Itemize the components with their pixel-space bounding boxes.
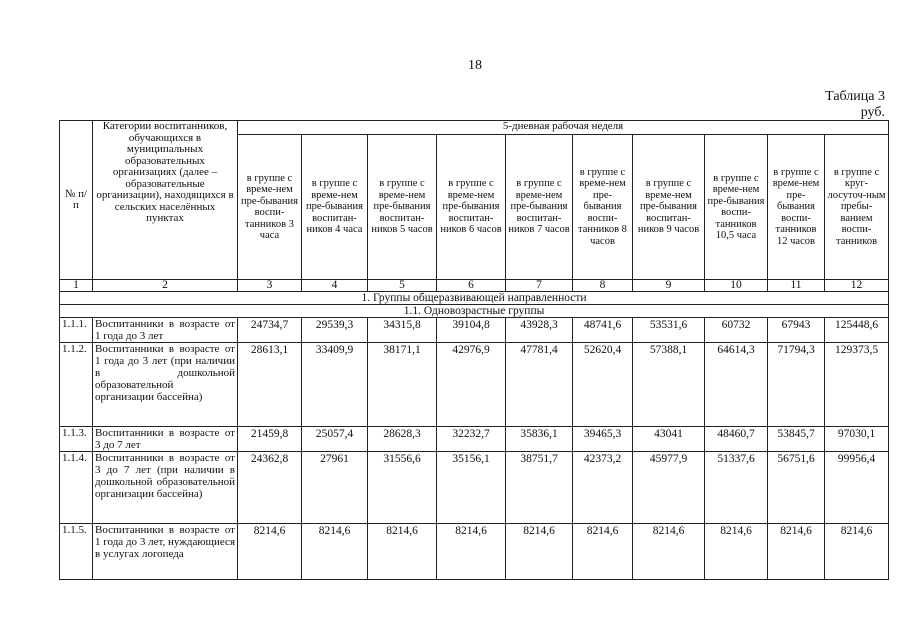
row-value: 8214,6	[368, 524, 437, 580]
row-value: 35156,1	[437, 452, 506, 524]
row-value: 47781,4	[506, 343, 573, 427]
row-value: 21459,8	[238, 427, 302, 452]
row-value: 8214,6	[705, 524, 768, 580]
row-value: 53845,7	[768, 427, 825, 452]
subsection-row	[60, 305, 889, 318]
row-value: 33409,9	[302, 343, 368, 427]
header-mode-5: в группе с време-нем пре-бывания воспитан-ников 5 часов	[368, 135, 437, 280]
row-value: 8214,6	[506, 524, 573, 580]
row-value: 129373,5	[825, 343, 889, 427]
row-value: 34315,8	[368, 318, 437, 343]
column-number: 2	[93, 280, 238, 292]
row-number: 1.1.5.	[60, 524, 93, 580]
tariff-table	[59, 120, 889, 580]
row-value: 125448,6	[825, 318, 889, 343]
header-mode-9: в группе с време-нем пре-бывания воспитан-ников 9 часов	[633, 135, 705, 280]
row-value: 24362,8	[238, 452, 302, 524]
row-value: 8214,6	[437, 524, 506, 580]
table-label: Таблица 3	[825, 89, 885, 104]
header-mode-10: в группе с време-нем пре-бывания воспи-танников 10,5 часа	[705, 135, 768, 280]
section-row	[60, 292, 889, 305]
row-value: 97030,1	[825, 427, 889, 452]
column-number: 4	[302, 280, 368, 292]
row-value: 64614,3	[705, 343, 768, 427]
column-number: 1	[60, 280, 93, 292]
row-value: 48741,6	[573, 318, 633, 343]
column-number: 3	[238, 280, 302, 292]
header-mode-4: в группе с време-нем пре-бывания воспитан-ников 4 часа	[302, 135, 368, 280]
row-category: Воспитанники в возрасте от 1 года до 3 лет	[93, 318, 238, 343]
row-value: 39465,3	[573, 427, 633, 452]
row-value: 24734,7	[238, 318, 302, 343]
column-number: 10	[705, 280, 768, 292]
row-value: 8214,6	[768, 524, 825, 580]
column-number: 6	[437, 280, 506, 292]
header-mode-12: в группе с круг-лосуточ-ным пребы-ванием воспи-танников	[825, 135, 889, 280]
row-number: 1.1.2.	[60, 343, 93, 427]
row-value: 42373,2	[573, 452, 633, 524]
row-value: 45977,9	[633, 452, 705, 524]
row-category: Воспитанники в возрасте от 1 года до 3 лет, нуждающиеся в услугах логопеда	[93, 524, 238, 580]
page-number: 18	[468, 58, 482, 73]
row-value: 99956,4	[825, 452, 889, 524]
row-value: 43928,3	[506, 318, 573, 343]
table-row	[60, 427, 889, 452]
row-value: 53531,6	[633, 318, 705, 343]
row-value: 31556,6	[368, 452, 437, 524]
row-value: 29539,3	[302, 318, 368, 343]
row-value: 8214,6	[633, 524, 705, 580]
column-number-row	[60, 280, 889, 292]
row-value: 8214,6	[573, 524, 633, 580]
column-number: 7	[506, 280, 573, 292]
row-number: 1.1.1.	[60, 318, 93, 343]
table-row	[60, 318, 889, 343]
header-mode-8: в группе с време-нем пре-бывания воспи-танников 8 часов	[573, 135, 633, 280]
row-value: 25057,4	[302, 427, 368, 452]
column-number: 12	[825, 280, 889, 292]
header-num: № п/п	[60, 121, 93, 280]
table-row	[60, 343, 889, 427]
header-workweek: 5-дневная рабочая неделя	[238, 121, 889, 135]
row-value: 38171,1	[368, 343, 437, 427]
table-caption	[825, 89, 885, 121]
header-category: Категории воспитанников, обучающихся в муниципальных образовательных организациях (далее – образовательные организации), находящихся в сельских населённых пунктах	[93, 121, 238, 280]
row-value: 42976,9	[437, 343, 506, 427]
header-mode-7: в группе с време-нем пре-бывания воспитан-ников 7 часов	[506, 135, 573, 280]
row-value: 35836,1	[506, 427, 573, 452]
row-value: 28628,3	[368, 427, 437, 452]
row-number: 1.1.4.	[60, 452, 93, 524]
row-value: 48460,7	[705, 427, 768, 452]
row-category: Воспитанники в возрасте от 1 года до 3 лет (при наличии в дошкольной образовательной организации бассейна)	[93, 343, 238, 427]
column-number: 8	[573, 280, 633, 292]
header-mode-6: в группе с време-нем пре-бывания воспитан-ников 6 часов	[437, 135, 506, 280]
row-value: 39104,8	[437, 318, 506, 343]
header-row-top	[60, 121, 889, 135]
row-category: Воспитанники в возрасте от 3 до 7 лет (при наличии в дошкольной образовательной организации бассейна)	[93, 452, 238, 524]
section-title: 1. Группы общеразвивающей направленности	[60, 292, 889, 305]
column-number: 5	[368, 280, 437, 292]
row-value: 57388,1	[633, 343, 705, 427]
row-value: 60732	[705, 318, 768, 343]
column-number: 9	[633, 280, 705, 292]
header-mode-3: в группе с време-нем пре-бывания воспи-танников 3 часа	[238, 135, 302, 280]
row-value: 43041	[633, 427, 705, 452]
row-value: 28613,1	[238, 343, 302, 427]
table-unit: руб.	[860, 105, 885, 120]
table-row	[60, 452, 889, 524]
column-number: 11	[768, 280, 825, 292]
row-value: 71794,3	[768, 343, 825, 427]
row-value: 52620,4	[573, 343, 633, 427]
row-category: Воспитанники в возрасте от 3 до 7 лет	[93, 427, 238, 452]
row-number: 1.1.3.	[60, 427, 93, 452]
row-value: 38751,7	[506, 452, 573, 524]
row-value: 67943	[768, 318, 825, 343]
row-value: 8214,6	[825, 524, 889, 580]
row-value: 8214,6	[238, 524, 302, 580]
row-value: 51337,6	[705, 452, 768, 524]
row-value: 56751,6	[768, 452, 825, 524]
row-value: 32232,7	[437, 427, 506, 452]
row-value: 27961	[302, 452, 368, 524]
subsection-title: 1.1. Одновозрастные группы	[60, 305, 889, 318]
row-value: 8214,6	[302, 524, 368, 580]
header-mode-11: в группе с време-нем пре-бывания воспи-танников 12 часов	[768, 135, 825, 280]
table-row	[60, 524, 889, 580]
